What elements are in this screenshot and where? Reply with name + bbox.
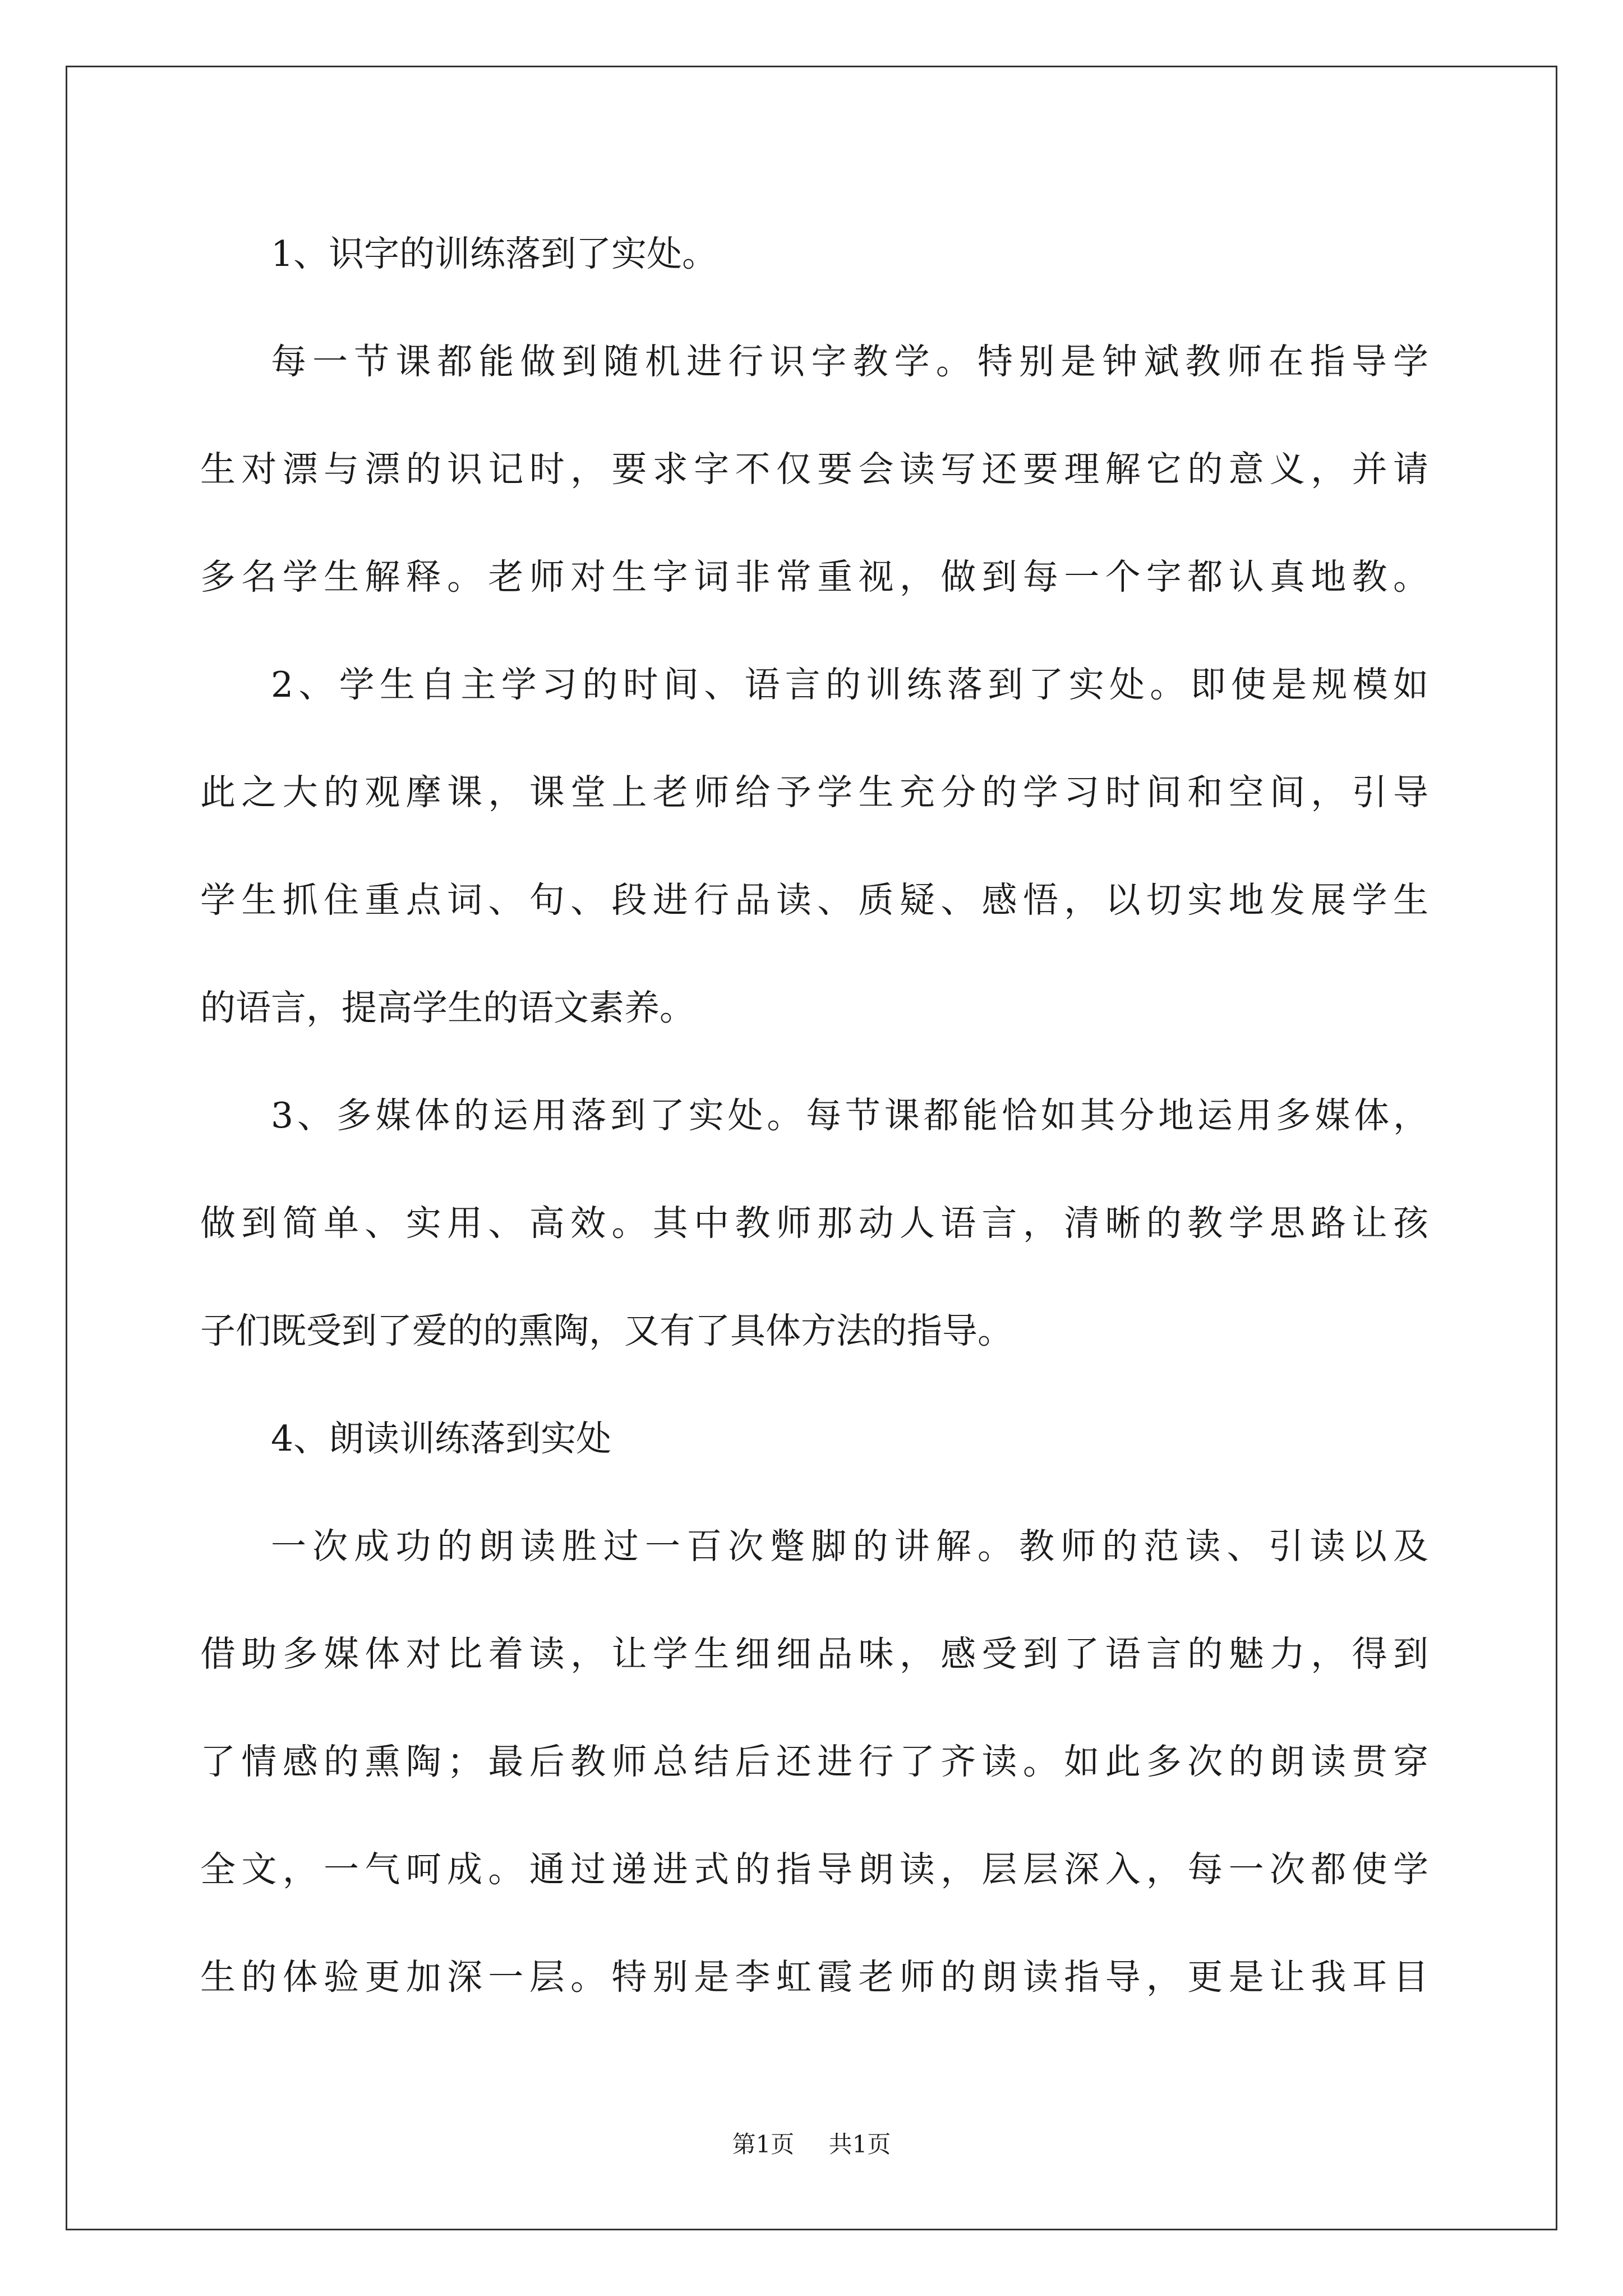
text-line: 全文，一气呵成。通过递进式的指导朗读，层层深入，每一次都使学 — [200, 1849, 1428, 1890]
text-line: 多名学生解释。老师对生字词非常重视，做到每一个字都认真地教。 — [200, 556, 1428, 597]
text-line: 4、朗读训练落到实处 — [271, 1418, 612, 1459]
page-total: 共1页 — [828, 2131, 891, 2158]
text-line: 了情感的熏陶；最后教师总结后还进行了齐读。如此多次的朗读贯穿 — [200, 1741, 1428, 1782]
text-line: 借助多媒体对比着读，让学生细细品味，感受到了语言的魅力，得到 — [200, 1634, 1428, 1674]
document-body — [200, 200, 1428, 2031]
page-footer — [0, 2126, 1623, 2160]
text-line: 1、识字的训练落到了实处。 — [271, 233, 718, 274]
text-line: 做到简单、实用、高效。其中教师那动人语言，清晰的教学思路让孩 — [200, 1203, 1428, 1244]
text-line: 3、多媒体的运用落到了实处。每节课都能恰如其分地运用多媒体， — [271, 1095, 1428, 1136]
text-line: 每一节课都能做到随机进行识字教学。特别是钟斌教师在指导学 — [271, 341, 1428, 382]
page-number: 第1页 — [732, 2131, 795, 2158]
text-line: 一次成功的朗读胜过一百次蹩脚的讲解。教师的范读、引读以及 — [271, 1526, 1428, 1567]
text-line: 生的体验更加深一层。特别是李虹霞老师的朗读指导，更是让我耳目 — [200, 1957, 1428, 1998]
text-line: 学生抓住重点词、句、段进行品读、质疑、感悟，以切实地发展学生 — [200, 880, 1428, 921]
text-line: 2、学生自主学习的时间、语言的训练落到了实处。即使是规模如 — [271, 664, 1428, 705]
text-line: 此之大的观摩课，课堂上老师给予学生充分的学习时间和空间，引导 — [200, 772, 1428, 813]
text-line: 的语言，提高学生的语文素养。 — [200, 987, 695, 1028]
text-line: 生对漂与漂的识记时，要求字不仅要会读写还要理解它的意义，并请 — [200, 449, 1428, 490]
text-line: 子们既受到了爱的的熏陶，又有了具体方法的指导。 — [200, 1310, 1013, 1351]
